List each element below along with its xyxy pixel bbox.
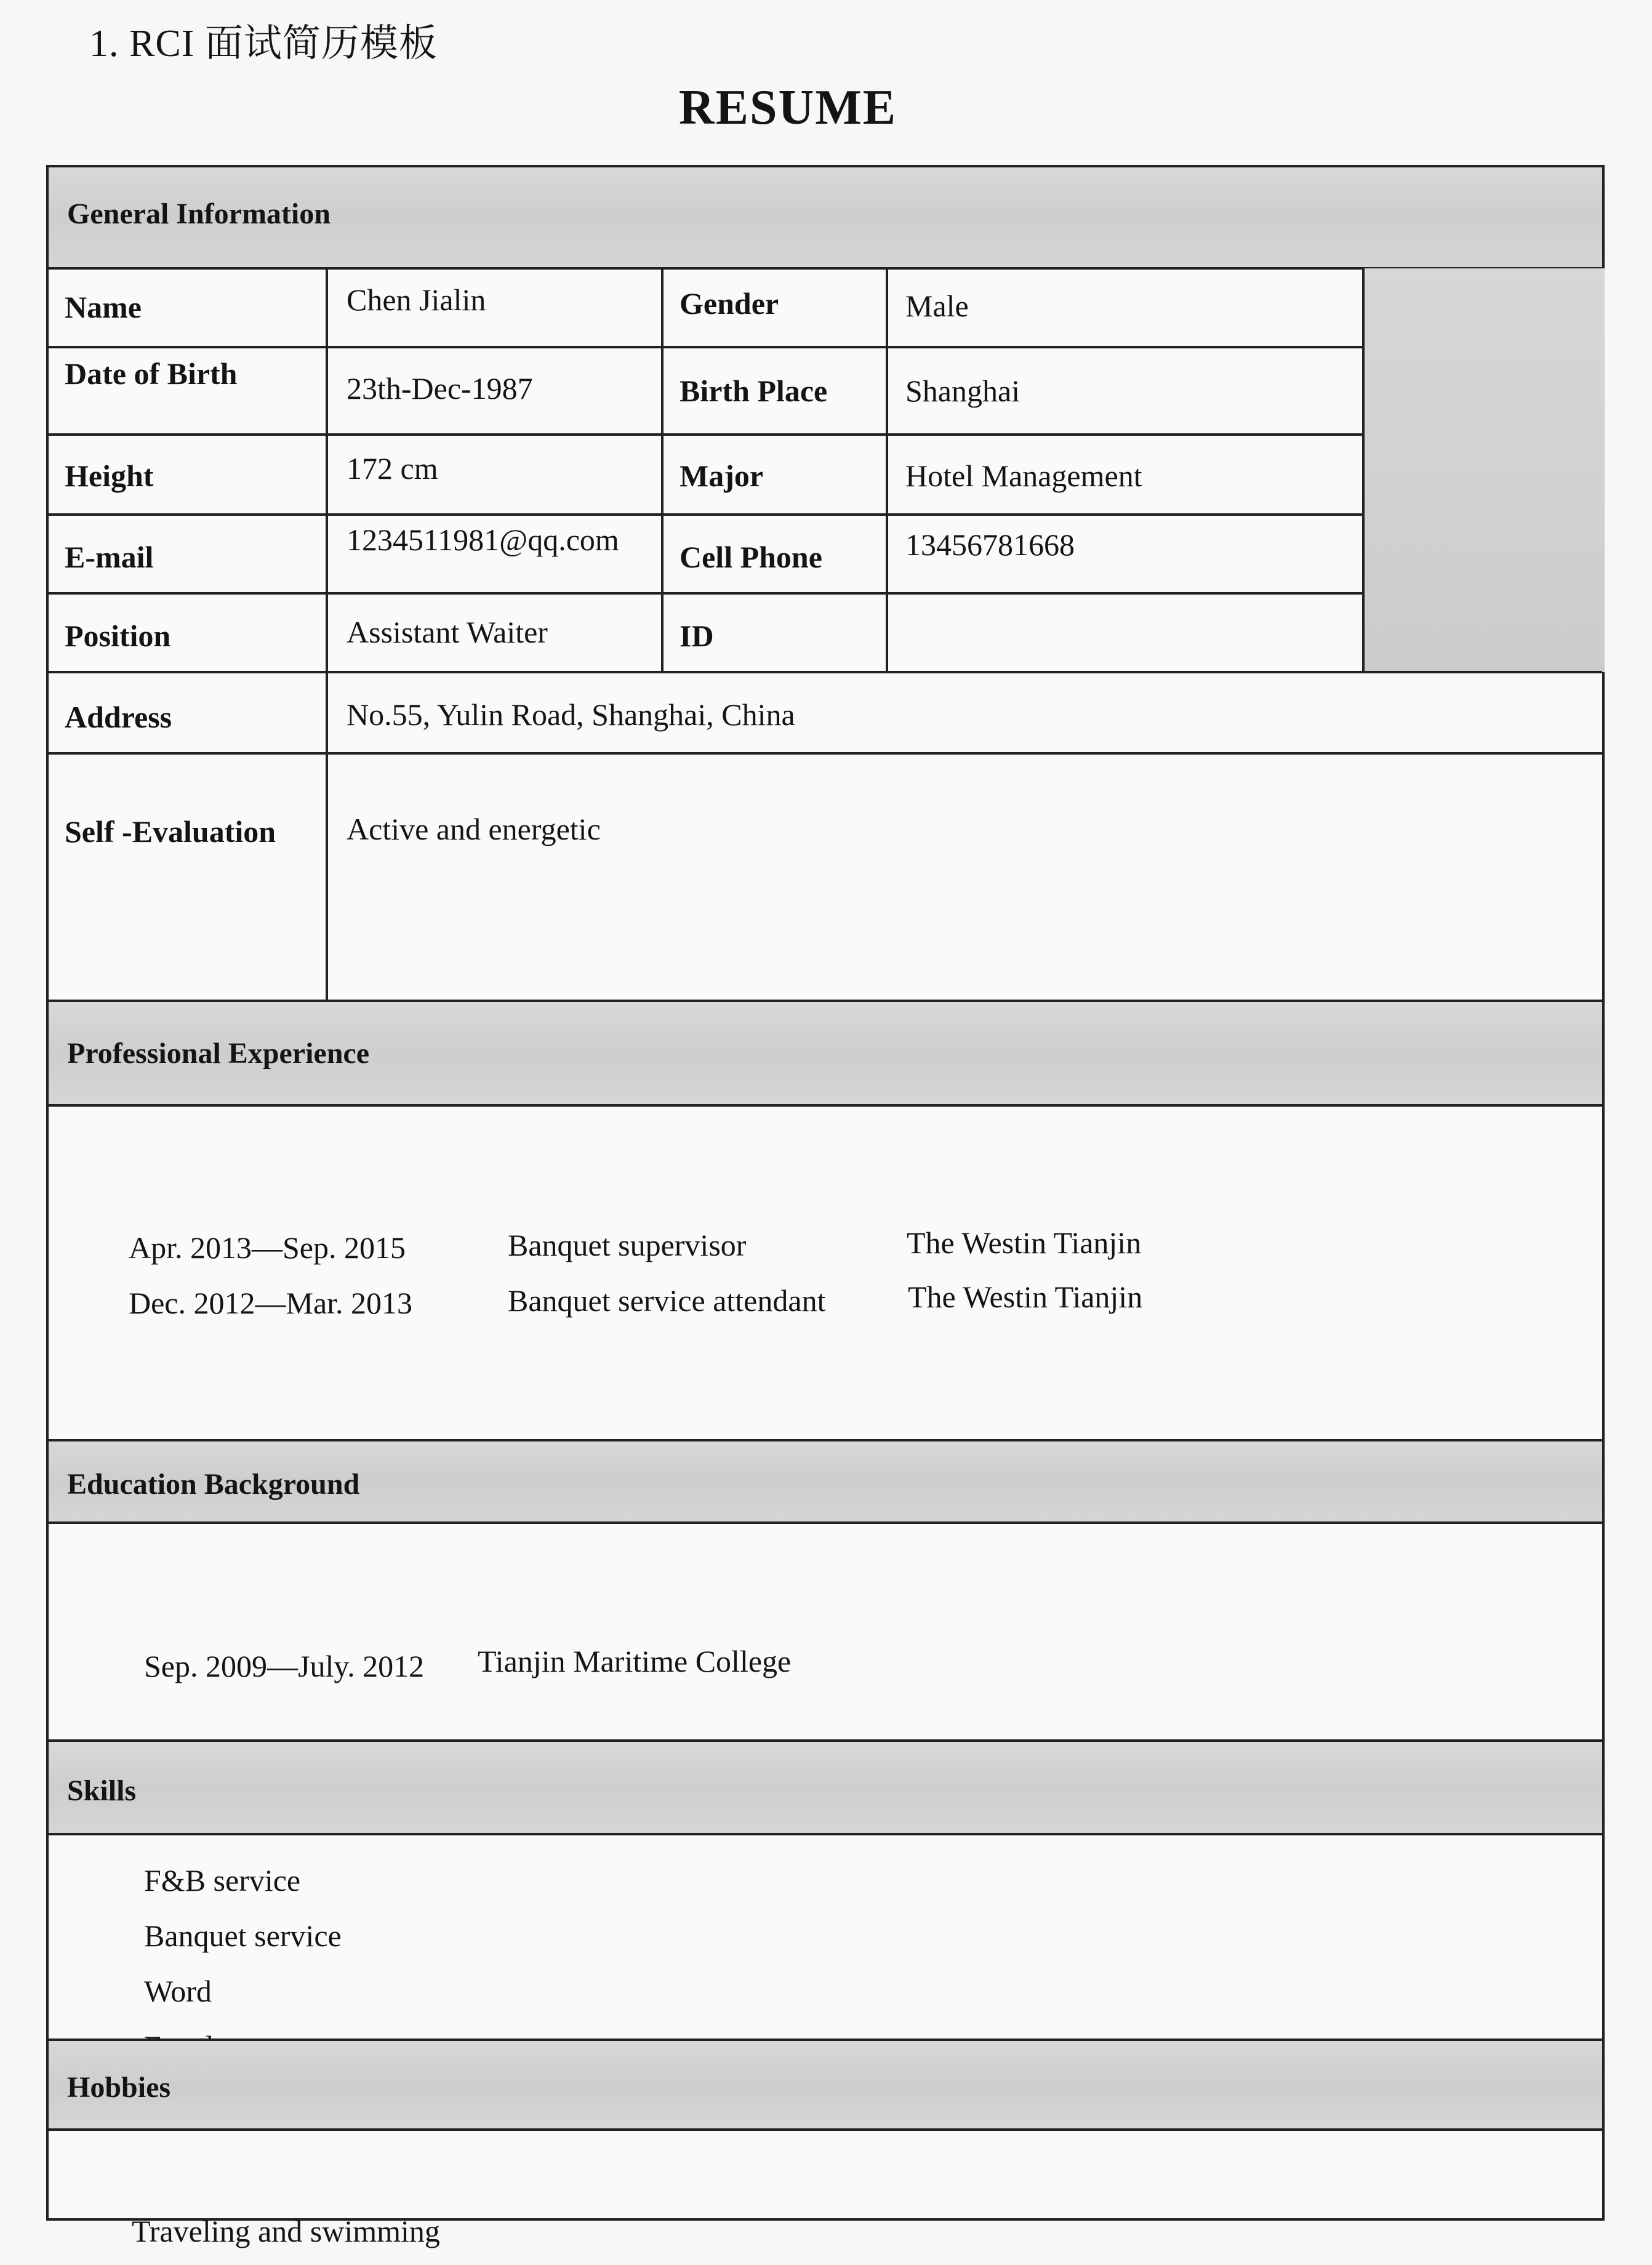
birth-place-label: Birth Place [680, 374, 828, 408]
cell-phone-label: Cell Phone [680, 540, 822, 574]
row-divider [49, 513, 1365, 516]
column-divider [326, 268, 328, 1002]
skill-item: Word [144, 1974, 212, 2008]
page-heading: 1. RCI 面试简历模板 [89, 23, 438, 65]
height-value: 172 cm [347, 451, 438, 486]
cell-phone-value: 13456781668 [905, 527, 1075, 562]
name-label: Name [65, 290, 142, 324]
self-evaluation-value: Active and energetic [347, 812, 601, 846]
hobbies-header [49, 2038, 1602, 2131]
experience-role: Banquet service attendant [508, 1283, 826, 1318]
height-label: Height [65, 459, 154, 493]
id-label: ID [680, 619, 714, 653]
professional-experience-label: Professional Experience [67, 1037, 370, 1070]
gender-value: Male [905, 289, 969, 323]
gender-label: Gender [680, 286, 779, 321]
column-divider [661, 268, 664, 672]
experience-employer: The Westin Tianjin [907, 1225, 1142, 1260]
row-divider [49, 671, 1602, 673]
experience-period: Dec. 2012—Mar. 2013 [129, 1286, 413, 1320]
address-label: Address [65, 700, 172, 734]
professional-experience-header [49, 1000, 1602, 1107]
email-value: 1234511981@qq.com [347, 523, 619, 557]
skill-item: Banquet service [144, 1918, 342, 1953]
major-label: Major [680, 459, 764, 493]
address-value: No.55, Yulin Road, Shanghai, China [347, 697, 795, 732]
hobbies-label: Hobbies [67, 2071, 171, 2104]
row-divider [49, 592, 1365, 595]
education-period: Sep. 2009—July. 2012 [144, 1649, 425, 1683]
skills-header [49, 1739, 1602, 1835]
experience-employer: The Westin Tianjin [908, 1280, 1143, 1314]
skills-label: Skills [67, 1774, 137, 1807]
date-of-birth-label: Date of Birth [65, 356, 238, 391]
name-value: Chen Jialin [347, 283, 486, 317]
experience-role: Banquet supervisor [508, 1228, 747, 1262]
general-information-label: General Information [67, 198, 331, 230]
column-divider [1362, 268, 1365, 672]
education-background-header [49, 1439, 1602, 1524]
education-school: Tianjin Maritime College [478, 1644, 792, 1678]
skill-item: F&B service [144, 1863, 301, 1898]
position-value: Assistant Waiter [347, 615, 548, 649]
hobbies-value: Traveling and swimming [132, 2214, 440, 2248]
row-divider [49, 752, 1602, 755]
resume-title: RESUME [678, 81, 897, 135]
resume-frame [46, 165, 1605, 2248]
date-of-birth-value: 23th-Dec-1987 [347, 371, 533, 406]
general-information-header [49, 165, 1602, 270]
email-label: E-mail [65, 540, 154, 574]
row-divider [49, 346, 1365, 348]
row-divider [49, 433, 1365, 436]
major-value: Hotel Management [905, 459, 1142, 493]
education-background-label: Education Background [67, 1468, 360, 1501]
self-evaluation-label: Self -Evaluation [65, 814, 276, 849]
position-label: Position [65, 619, 171, 653]
birth-place-value: Shanghai [905, 374, 1020, 408]
photo-area [1365, 268, 1605, 672]
experience-period: Apr. 2013—Sep. 2015 [129, 1230, 406, 1265]
column-divider [886, 268, 888, 672]
